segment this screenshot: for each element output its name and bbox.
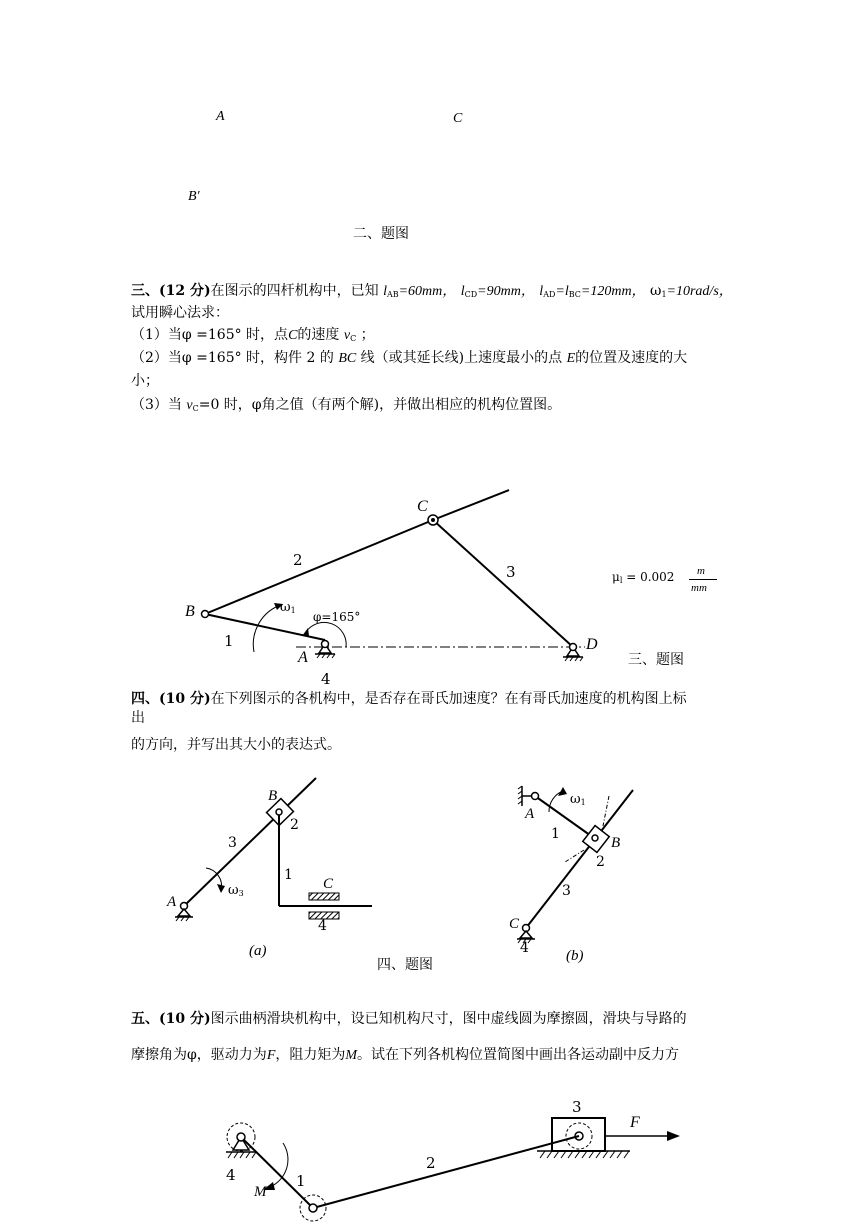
q3-item3-vsub: C <box>192 404 199 413</box>
q3-text: 在图示的四杆机构中，已知 <box>210 283 379 299</box>
fig4a-label-1: 1 <box>284 867 293 883</box>
fig4a-label-c: C <box>323 876 334 892</box>
q3-lcd-val: =90mm， <box>477 284 535 299</box>
q3-item1-vsub: C <box>350 334 357 343</box>
q5-line2-pre: 摩擦角为φ，驱动力为 <box>131 1047 267 1063</box>
fig4b-label-a: A <box>525 806 535 822</box>
q5-line2-f: F <box>266 1048 276 1063</box>
fig3-label-b: B <box>185 603 195 620</box>
q3-lbc-val: =120mm， <box>580 284 646 299</box>
q3-item3-pre: （3）当 <box>131 397 182 413</box>
fig5-label-3: 3 <box>572 1098 582 1116</box>
q4-heading: 四、(10 分) <box>131 691 211 707</box>
fig5-label-4: 4 <box>226 1166 236 1184</box>
fig5-label-f: F <box>630 1114 640 1131</box>
fig4b-label-4: 4 <box>520 940 529 956</box>
fig5-label-2: 2 <box>426 1154 436 1172</box>
q3-lcd: l <box>460 284 465 299</box>
q3-omega-sub: 1 <box>661 290 667 299</box>
figure-caption-2: 二、题图 <box>353 226 409 242</box>
fig4a-omega-sub: 3 <box>238 889 244 898</box>
figure-caption-4: 四、题图 <box>377 957 433 973</box>
fig3-scale-num: m <box>697 565 705 577</box>
fig3-scale-den: mm <box>691 582 707 594</box>
crank-pin-joint <box>309 1204 317 1212</box>
q3-lab-sub: AB <box>386 290 399 299</box>
fig4a-label-b: B <box>268 788 278 804</box>
fig3-label-c: C <box>417 498 428 515</box>
fig3-label-link-1: 1 <box>224 632 234 650</box>
q3-omega: ω <box>650 283 662 299</box>
scale-mu-value: = 0.002 <box>626 570 675 584</box>
force-f-arrowhead <box>667 1131 680 1141</box>
fig3-label-a: A <box>298 649 308 666</box>
q3-item-2-line-2: 小； <box>131 373 159 389</box>
q3-lad-sub: AD <box>543 290 556 299</box>
fig4b-label-b: B <box>611 835 621 851</box>
fig4b-label-3: 3 <box>562 883 571 899</box>
fig3-label-frame-4: 4 <box>321 670 331 688</box>
q3-lab-val: =60mm， <box>398 284 457 299</box>
scale-mu-symbol: μ <box>612 570 620 584</box>
q3-item1-v: v <box>343 328 351 343</box>
fig3-phi-label: φ=165° <box>313 610 361 624</box>
q3-item2-end: 的位置及速度的大 <box>575 350 688 366</box>
q3-lbc-sub: BC <box>568 290 581 299</box>
fig3-label-d: D <box>586 636 598 653</box>
fig4a-tag: (a) <box>249 943 267 959</box>
fig4a-label-a: A <box>167 894 177 910</box>
q3-item2-bc: BC <box>338 351 357 366</box>
crank-pivot-hatch <box>228 1152 256 1158</box>
q3-lad: l <box>539 284 544 299</box>
q3-omega-val: =10rad/s， <box>666 284 733 299</box>
q3-item2-mid: 线（或其延长线)上速度最小的点 <box>360 350 563 366</box>
q3-lcd-sub: CD <box>464 290 478 299</box>
q5-line2-m: M <box>345 1048 358 1063</box>
scale-mu-sub: l <box>619 576 623 585</box>
fig4a-label-2: 2 <box>290 817 299 833</box>
fig3-label-link-2: 2 <box>293 551 303 569</box>
q5-heading: 五、(10 分) <box>131 1011 211 1027</box>
point-label-b-prime: B′ <box>188 189 200 204</box>
fig4b-label-1: 1 <box>551 826 560 842</box>
fig4b-label-c: C <box>509 916 520 932</box>
q3-lbc: =l <box>555 284 569 299</box>
fig4a-label-4: 4 <box>318 918 327 934</box>
q3-item3-end: =0 时，φ角之值（有两个解)，并做出相应的机构位置图。 <box>198 397 562 413</box>
point-label-c: C <box>453 111 463 126</box>
fig5-label-1: 1 <box>296 1172 306 1190</box>
fig4b-omega-sub: 1 <box>580 798 586 807</box>
fig3-omega-sub: 1 <box>290 606 296 615</box>
q4-text-1: 在下列图示的各机构中，是否存在哥氏加速度？在有哥氏加速度的机构图上标 <box>210 691 687 707</box>
q3-lab: l <box>383 284 387 299</box>
point-label-a: A <box>216 109 225 124</box>
q5-text-1: 图示曲柄滑块机构中，设已知机构尺寸，图中虚线圆为摩擦圆，滑块与导路的 <box>210 1011 687 1027</box>
q3-heading: 三、(12 分) <box>131 283 211 299</box>
fig3-omega-symbol: ω <box>280 600 291 615</box>
fig3-label-link-3: 3 <box>506 563 516 581</box>
q3-item2-e: E <box>566 351 576 366</box>
q3-line-2: 试用瞬心法求： <box>131 305 229 321</box>
q3-item1-end: ； <box>360 327 375 343</box>
figure-caption-3: 三、题图 <box>628 652 684 668</box>
crank-pivot-joint <box>237 1133 245 1141</box>
q3-item3-v: v <box>186 398 193 413</box>
fig4b-label-2: 2 <box>596 854 605 870</box>
fig4a-label-3: 3 <box>228 835 237 851</box>
q3-item1-mid: 的速度 <box>297 327 340 343</box>
fig4b-omega-symbol: ω <box>570 792 581 807</box>
fig4a-omega-symbol: ω <box>228 883 239 898</box>
q4-line-1b: 出 <box>131 710 145 726</box>
q5-line2-mid: ，阻力矩为 <box>275 1047 346 1063</box>
slider-guide-hatch <box>540 1151 629 1158</box>
q3-item1-c: C <box>288 328 298 343</box>
fig5-label-m: M <box>254 1184 267 1200</box>
q5-line2-end: 。试在下列各机构位置简图中画出各运动副中反力方 <box>357 1047 680 1063</box>
q3-item1-pre: （1）当φ =165° 时，点 <box>131 327 289 343</box>
q3-item2-pre: （2）当φ =165° 时，构件 2 的 <box>131 350 334 366</box>
fig4b-tag: (b) <box>566 948 584 964</box>
q4-line-2: 的方向，并写出其大小的表达式。 <box>131 737 341 753</box>
connecting-rod-2 <box>313 1136 579 1208</box>
